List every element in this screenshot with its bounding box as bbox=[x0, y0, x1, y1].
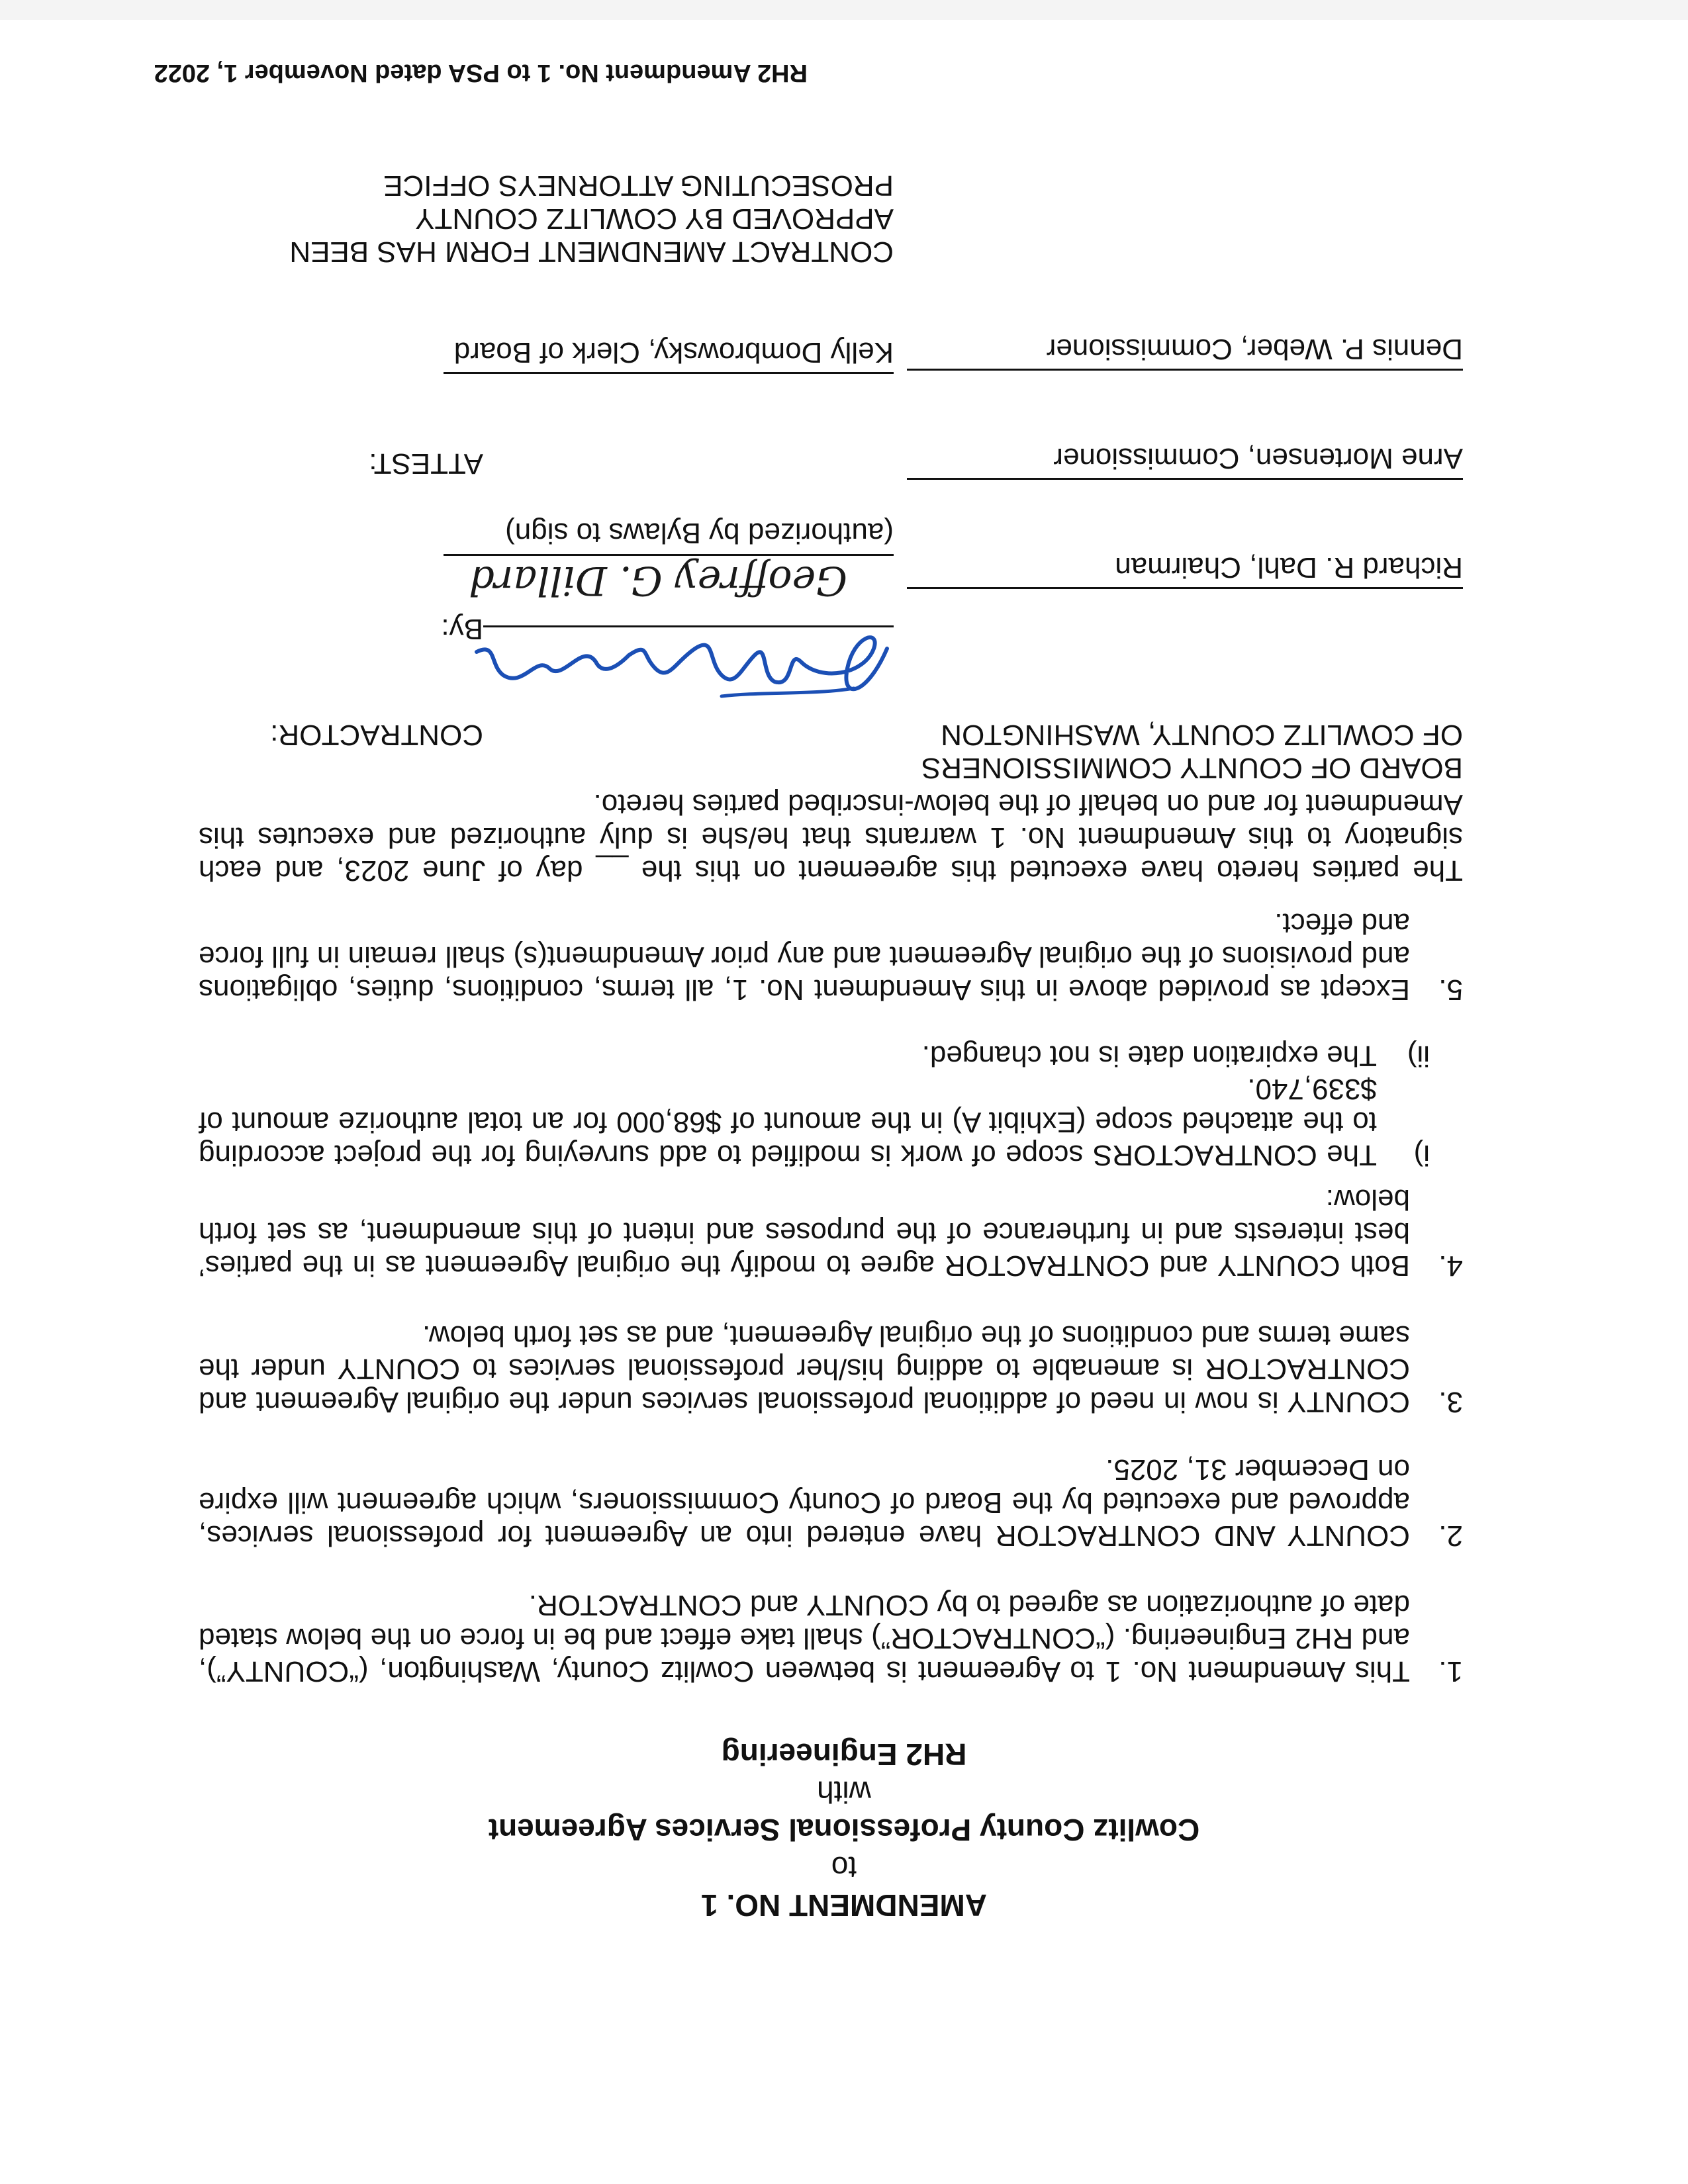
subitem-ii bbox=[199, 1039, 1430, 1072]
paragraph-text: COUNTY AND CONTRACTOR have entered into an Agreement for professional services, approved and executed by the Board of County Commissioners, which agreement will expire on December 31, 2025. bbox=[199, 1453, 1410, 1552]
paragraph-number: 1. bbox=[1438, 1655, 1463, 1688]
paragraph-number: 3. bbox=[1438, 1386, 1463, 1418]
clerk-name: Kelly Dombrowsky, Clerk of Board bbox=[453, 336, 894, 369]
by-label: By: bbox=[441, 613, 483, 645]
amendment-title: AMENDMENT NO. 1 bbox=[701, 1888, 987, 1923]
paragraph-text: This Amendment No. 1 to Agreement is between Cowlitz County, Washington, (“COUNTY”), and RH2 Engineering. (“CONTRACTOR”) shall take effect and be in force on the below stated date of authorization as agreed to by COUNTY and CONTRACTOR. bbox=[199, 1589, 1410, 1688]
paragraph-4 bbox=[199, 1183, 1463, 1282]
board-heading-2: OF COWLITZ COUNTY, WASHINGTON bbox=[941, 719, 1463, 751]
title-with: with bbox=[817, 1775, 871, 1809]
paragraph-3 bbox=[199, 1319, 1463, 1418]
agreement-title: Cowlitz County Professional Services Agreement bbox=[488, 1813, 1200, 1847]
paragraph-number: 2. bbox=[1438, 1520, 1463, 1552]
paragraph-number: 4. bbox=[1438, 1250, 1463, 1282]
clerk-signature-line bbox=[444, 372, 894, 374]
contractor-printed-name: Geoffrey G. Dillard bbox=[469, 557, 847, 604]
contractor-signature bbox=[470, 622, 894, 708]
approval-line-2: APPROVED BY COWLITZ COUNTY bbox=[415, 203, 894, 235]
paragraph-1 bbox=[199, 1588, 1463, 1688]
approval-line-1: CONTRACT AMENDMENT FORM HAS BEEN bbox=[289, 236, 894, 268]
subitem-text: The expiration date is not changed. bbox=[921, 1040, 1377, 1072]
attest-label: ATTEST: bbox=[369, 447, 483, 480]
contractor-title: RH2 Engineering bbox=[721, 1737, 967, 1772]
execution-clause: The parties hereto have executed this agreement on this the __ day of June 2023, and each signatory to this Amendment No. 1 warrants that he/she is duly authorized and executes this Amendment for and on behalf of the below-inscribed parties hereto. bbox=[199, 788, 1463, 887]
approval-line-3: PROSECUTING ATTORNEYS OFFICE bbox=[383, 169, 894, 202]
scan-edge bbox=[0, 0, 1688, 20]
board-heading-1: BOARD OF COUNTY COMMISSIONERS bbox=[921, 752, 1463, 784]
paragraph-number: 5. bbox=[1438, 974, 1463, 1006]
contractor-label: CONTRACTOR: bbox=[270, 719, 483, 751]
commissioner2-name: Dennis P. Weber, Commissioner bbox=[1046, 333, 1463, 365]
paragraph-text: Except as provided above in this Amendment No. 1, all terms, conditions, duties, obligations and provisions of the original Agreement and any prior Amendment(s) shall remain in full force and effect. bbox=[199, 907, 1410, 1006]
chairman-name: Richard R. Dahl, Chairman bbox=[1115, 551, 1463, 584]
commissioner1-name: Arne Mortensen, Commissioner bbox=[1053, 442, 1463, 475]
subitem-number: ii) bbox=[1407, 1040, 1430, 1072]
subitem-i bbox=[199, 1072, 1430, 1171]
title-to: to bbox=[831, 1850, 857, 1885]
subitem-text: The CONTRACTORS scope of work is modified to add surveying for the project according to the attached scope (Exhibit A) in the amount of $68,000 for an total authorize amount of $339,740. bbox=[199, 1073, 1377, 1171]
chairman-signature-line bbox=[907, 587, 1463, 589]
paragraph-text: Both COUNTY and CONTRACTOR agree to modify the original Agreement as in the parties’ best interests and in furtherance of the purposes and intent of this amendment, as set forth below: bbox=[199, 1183, 1410, 1282]
commissioner2-signature-line bbox=[907, 369, 1463, 371]
commissioner1-signature-line bbox=[907, 478, 1463, 480]
contractor-authorization: (authorized by Bylaws to sign) bbox=[505, 517, 894, 549]
paragraph-5 bbox=[199, 907, 1463, 1006]
paragraph-2 bbox=[199, 1453, 1463, 1552]
subitem-number: i) bbox=[1413, 1139, 1430, 1171]
contractor-name-line bbox=[444, 554, 894, 556]
paragraph-text: COUNTY is now in need of additional professional services under the original Agreement and CONTRACTOR is amenable to adding his/her professional services to COUNTY under the same terms and conditions of the original Agreement, and as set forth below. bbox=[199, 1320, 1410, 1418]
footer-reference: RH2 Amendment No. 1 to PSA dated November 1, 2022 bbox=[154, 59, 808, 87]
